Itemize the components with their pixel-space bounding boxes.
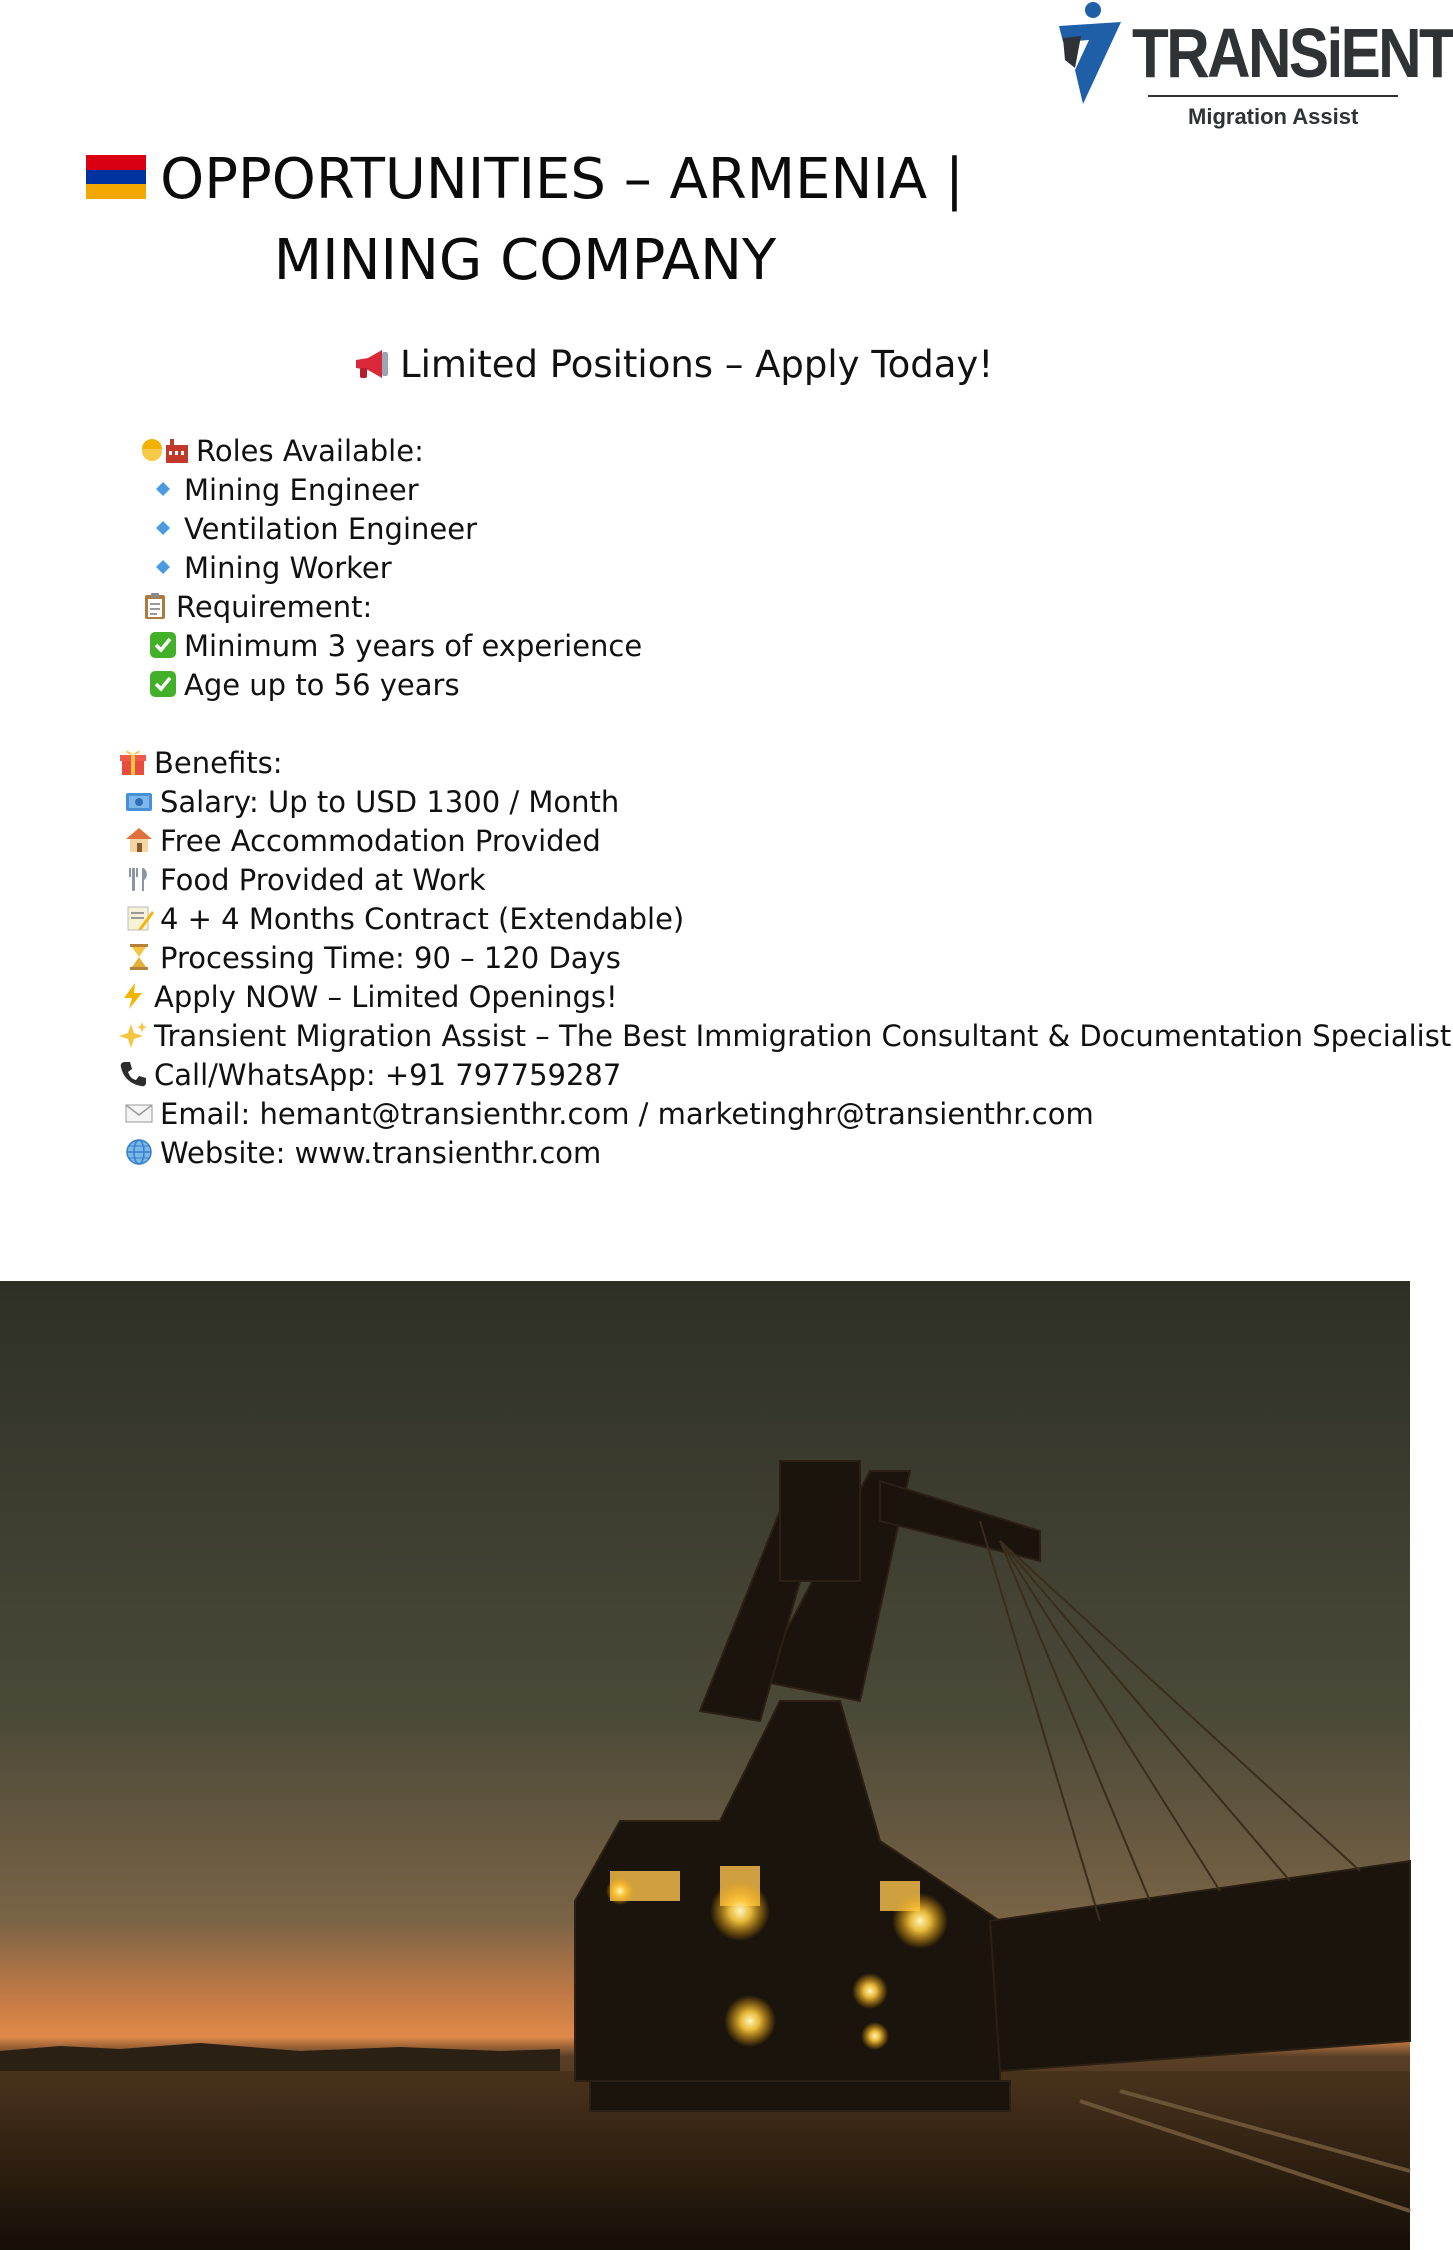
check-mark-icon [148, 669, 178, 699]
role-mining-engineer: Mining Engineer [184, 473, 419, 507]
company-line [118, 1019, 1452, 1053]
money-icon [124, 786, 154, 816]
subtitle-text: Limited Positions – Apply Today! [400, 343, 994, 386]
logo-mark-icon [1055, 0, 1125, 108]
transient-logo [1055, 0, 1453, 135]
list-item [124, 902, 685, 936]
benefits-heading-text: Benefits: [154, 746, 283, 780]
list-item [148, 512, 477, 546]
email-text[interactable]: Email: hemant@transienthr.com / marketinghr@transienthr.com [160, 1097, 1094, 1131]
requirements-heading [140, 590, 373, 624]
envelope-icon [124, 1098, 154, 1128]
headline-line-1 [0, 147, 1230, 212]
phone-icon [118, 1059, 148, 1089]
logo-divider [1148, 95, 1398, 97]
list-item [148, 551, 392, 585]
apply-now-text: Apply NOW – Limited Openings! [154, 980, 618, 1014]
subtitle [352, 343, 993, 386]
list-item [124, 863, 486, 897]
mining-excavator-photo [0, 1281, 1410, 2250]
company-text: Transient Migration Assist – The Best Immigration Consultant & Documentation Specialist [154, 1019, 1452, 1053]
roles-heading [140, 434, 424, 468]
hourglass-icon [124, 942, 154, 972]
blue-diamond-icon [148, 552, 178, 582]
worker-factory-icon [140, 435, 190, 465]
benefits-heading [118, 746, 283, 780]
requirement-age: Age up to 56 years [184, 668, 460, 702]
list-item [124, 785, 620, 819]
gift-icon [118, 747, 148, 777]
benefit-salary: Salary: Up to USD 1300 / Month [160, 785, 620, 819]
globe-icon [124, 1137, 154, 1167]
list-item [124, 824, 601, 858]
list-item [148, 629, 643, 663]
email-line[interactable] [124, 1097, 1094, 1131]
house-icon [124, 825, 154, 855]
headline-line-2: MINING COMPANY [273, 228, 777, 293]
benefit-contract: 4 + 4 Months Contract (Extendable) [160, 902, 685, 936]
benefit-accommodation: Free Accommodation Provided [160, 824, 601, 858]
armenia-flag-icon [86, 155, 146, 199]
lightning-icon [118, 981, 148, 1011]
memo-icon [124, 903, 154, 933]
check-mark-icon [148, 630, 178, 660]
phone-text[interactable]: Call/WhatsApp: +91 797759287 [154, 1058, 622, 1092]
blue-diamond-icon [148, 513, 178, 543]
clipboard-icon [140, 591, 170, 621]
logo-wordmark: TRANSiENT [1132, 14, 1453, 92]
website-text[interactable]: Website: www.transienthr.com [160, 1136, 602, 1170]
requirements-heading-text: Requirement: [176, 590, 373, 624]
apply-now-line [118, 980, 618, 1014]
list-item [148, 668, 460, 702]
megaphone-icon [352, 346, 392, 382]
requirement-experience: Minimum 3 years of experience [184, 629, 643, 663]
role-ventilation-engineer: Ventilation Engineer [184, 512, 477, 546]
website-line[interactable] [124, 1136, 602, 1170]
role-mining-worker: Mining Worker [184, 551, 392, 585]
blue-diamond-icon [148, 474, 178, 504]
list-item [148, 473, 419, 507]
fork-knife-icon [124, 864, 154, 894]
phone-line[interactable] [118, 1058, 622, 1092]
roles-heading-text: Roles Available: [196, 434, 424, 468]
benefit-food: Food Provided at Work [160, 863, 486, 897]
logo-tagline: Migration Assist [1188, 104, 1359, 129]
headline-text-1: OPPORTUNITIES – ARMENIA | [160, 147, 964, 212]
sparkles-icon [118, 1020, 148, 1050]
list-item [124, 941, 621, 975]
benefit-processing-time: Processing Time: 90 – 120 Days [160, 941, 621, 975]
